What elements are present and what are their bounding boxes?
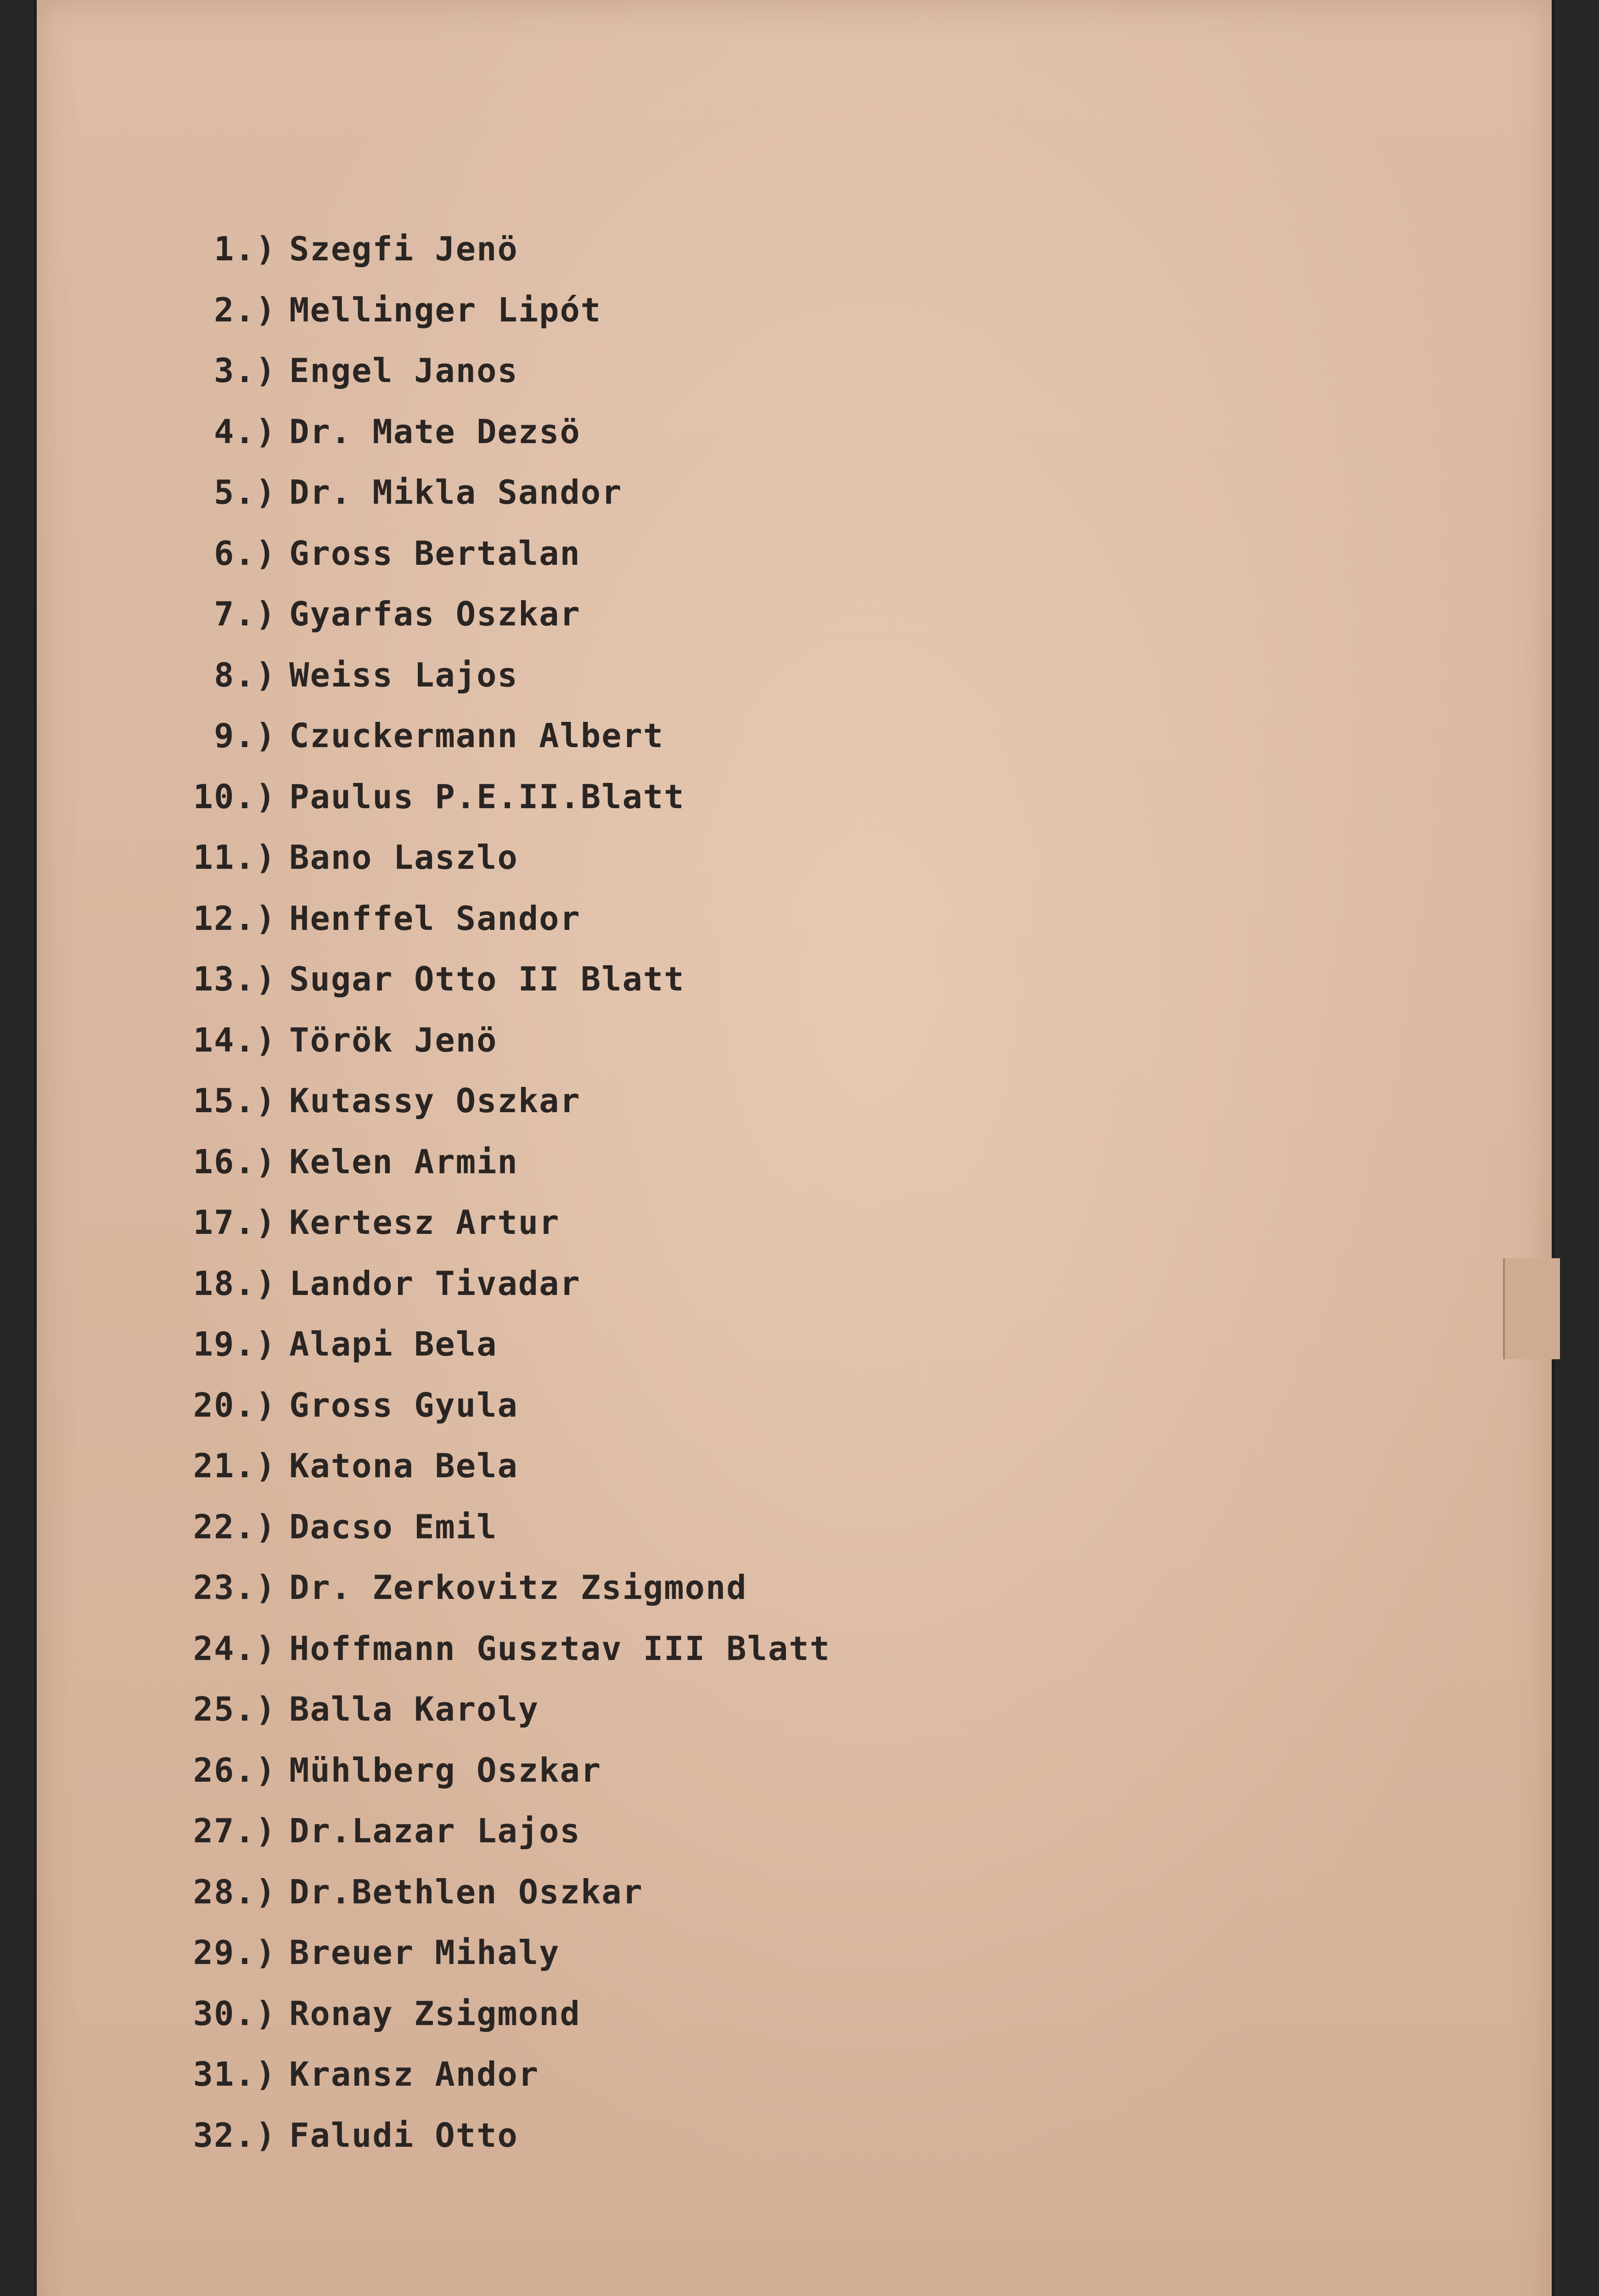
list-item (142, 1142, 518, 1198)
list-item (142, 412, 581, 467)
entry-name: Dr. Zerkovitz Zsigmond (289, 1568, 747, 1607)
entry-number: 8.) (213, 655, 276, 694)
list-item (142, 1568, 747, 1623)
list-item (142, 1873, 643, 1928)
entry-number: 18.) (193, 1264, 276, 1303)
list-item (142, 716, 664, 771)
entry-number: 5.) (213, 473, 276, 512)
entry-name: Hoffmann Gusztav III Blatt (289, 1629, 831, 1668)
list-item (142, 1386, 518, 1441)
entry-number: 23.) (193, 1568, 276, 1607)
entry-name: Katona Bela (289, 1446, 518, 1485)
entry-name: Breuer Mihaly (289, 1933, 560, 1972)
entry-number: 20.) (193, 1385, 276, 1424)
list-item (142, 1994, 581, 2049)
entry-name: Dr.Bethlen Oszkar (289, 1872, 643, 1911)
entry-number: 4.) (213, 412, 276, 451)
list-item (142, 473, 623, 528)
entry-name: Mühlberg Oszkar (289, 1750, 602, 1790)
entry-number: 2.) (213, 290, 276, 329)
entry-number: 26.) (193, 1750, 276, 1790)
entry-number: 28.) (193, 1872, 276, 1911)
list-item (142, 656, 518, 711)
entry-name: Gross Bertalan (289, 534, 581, 573)
entry-name: Bano Laszlo (289, 838, 518, 877)
list-item (142, 899, 581, 954)
list-item (142, 2116, 518, 2171)
entry-name: Engel Janos (289, 351, 518, 390)
list-item (142, 595, 581, 650)
entry-name: Paulus P.E.II.Blatt (289, 777, 685, 816)
entry-number: 25.) (193, 1690, 276, 1728)
entry-number: 17.) (193, 1203, 276, 1242)
entry-name: Czuckermann Albert (289, 716, 664, 755)
entry-name: Gross Gyula (289, 1385, 518, 1424)
list-item (142, 838, 518, 893)
list-item (142, 1690, 539, 1745)
entry-number: 15.) (193, 1081, 276, 1120)
entry-number: 31.) (193, 2055, 276, 2093)
list-item (142, 1812, 581, 1867)
entry-number: 21.) (193, 1446, 276, 1485)
entry-number: 1.) (213, 230, 276, 268)
list-item (142, 230, 518, 285)
list-item (142, 1325, 497, 1380)
list-item (142, 960, 685, 1015)
entry-name: Balla Karoly (289, 1690, 539, 1728)
entry-number: 22.) (193, 1507, 276, 1546)
entry-name: Dr.Lazar Lajos (289, 1812, 581, 1850)
entry-name: Dacso Emil (289, 1507, 498, 1546)
entry-number: 7.) (213, 595, 276, 633)
list-item (142, 1508, 497, 1563)
entry-name: Kertesz Artur (289, 1203, 560, 1242)
entry-name: Ronay Zsigmond (289, 1994, 581, 2033)
entry-number: 3.) (213, 351, 276, 390)
entry-name: Gyarfas Oszkar (289, 595, 581, 633)
list-item (142, 351, 518, 406)
list-item (142, 1933, 560, 1988)
entry-name: Faludi Otto (289, 2116, 518, 2155)
entry-name: Szegfi Jenö (289, 230, 518, 268)
entry-number: 30.) (193, 1994, 276, 2033)
entry-number: 14.) (193, 1020, 276, 1059)
entry-name: Kutassy Oszkar (289, 1081, 581, 1120)
list-item (142, 1203, 560, 1258)
entry-name: Landor Tivadar (289, 1264, 581, 1303)
name-list (37, 0, 1552, 2296)
entry-number: 16.) (193, 1142, 276, 1181)
entry-name: Dr. Mate Dezsö (289, 412, 581, 451)
entry-number: 12.) (193, 899, 276, 938)
entry-number: 29.) (193, 1933, 276, 1972)
entry-number: 10.) (193, 777, 276, 816)
entry-name: Török Jenö (289, 1020, 498, 1059)
paper-sheet (37, 0, 1552, 2296)
entry-name: Weiss Lajos (289, 655, 518, 694)
list-item (142, 1021, 497, 1076)
entry-name: Mellinger Lipót (289, 290, 602, 329)
entry-name: Henffel Sandor (289, 899, 581, 938)
entry-name: Kransz Andor (289, 2055, 539, 2093)
entry-number: 19.) (193, 1325, 276, 1363)
list-item (142, 1081, 581, 1137)
list-item (142, 534, 581, 589)
entry-name: Sugar Otto II Blatt (289, 960, 685, 998)
list-item (142, 291, 601, 346)
entry-number: 11.) (193, 838, 276, 877)
entry-name: Kelen Armin (289, 1142, 518, 1181)
entry-name: Dr. Mikla Sandor (289, 473, 623, 512)
entry-number: 9.) (213, 716, 276, 755)
entry-number: 27.) (193, 1812, 276, 1850)
entry-number: 13.) (193, 960, 276, 998)
list-item (142, 1629, 830, 1684)
entry-name: Alapi Bela (289, 1325, 498, 1363)
entry-number: 32.) (193, 2116, 276, 2155)
list-item (142, 777, 685, 833)
list-item (142, 1446, 518, 1502)
list-item (142, 2055, 539, 2110)
list-item (142, 1751, 601, 1806)
entry-number: 6.) (213, 534, 276, 573)
entry-number: 24.) (193, 1629, 276, 1668)
list-item (142, 1264, 581, 1319)
